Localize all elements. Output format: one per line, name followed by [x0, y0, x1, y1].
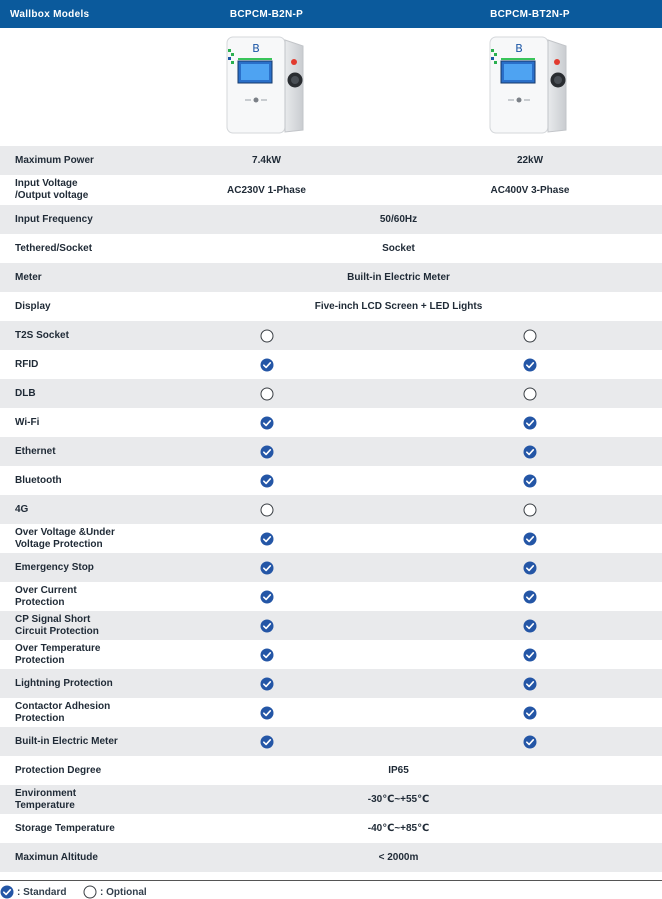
spec-value-model-1: 7.4kW: [135, 146, 398, 175]
header-row: [0, 0, 662, 28]
empty-circle-icon: [83, 885, 97, 899]
spec-availability-model-1: [135, 437, 398, 466]
spec-row-over-voltage-under-voltage-protection: [0, 524, 662, 553]
product-image-cell-2: [398, 28, 662, 146]
spec-label: Storage Temperature: [0, 814, 135, 843]
check-circle-icon: [523, 736, 537, 747]
charger-image-1: [221, 34, 313, 141]
check-circle-icon: [523, 591, 537, 602]
spec-label: Display: [0, 292, 135, 321]
spec-row-emergency-stop: [0, 553, 662, 582]
spec-availability-model-2: [398, 669, 662, 698]
header-model-2: BCPCM-BT2N-P: [398, 0, 662, 28]
spec-label: CP Signal Short Circuit Protection: [0, 611, 135, 640]
spec-value-model-2: AC400V 3-Phase: [398, 175, 662, 205]
spec-label: Ethernet: [0, 437, 135, 466]
spec-row-built-in-electric-meter: [0, 727, 662, 756]
check-circle-icon: [260, 620, 274, 631]
spec-availability-model-2: [398, 611, 662, 640]
legend: [0, 880, 662, 899]
spec-availability-model-1: [135, 553, 398, 582]
spec-value: -30℃~+55℃: [135, 785, 662, 814]
check-circle-icon: [523, 649, 537, 660]
spec-availability-model-2: [398, 437, 662, 466]
check-circle-icon: [260, 736, 274, 747]
spec-row-input-frequency: [0, 205, 662, 234]
spec-label: DLB: [0, 379, 135, 408]
legend-standard-label: : Standard: [17, 886, 67, 898]
spec-value: IP65: [135, 756, 662, 785]
check-circle-icon: [260, 591, 274, 602]
check-circle-icon: [260, 562, 274, 573]
spec-label: Over Current Protection: [0, 582, 135, 611]
spec-row-wi-fi: [0, 408, 662, 437]
spec-availability-model-2: [398, 698, 662, 727]
spec-availability-model-1: [135, 698, 398, 727]
check-circle-icon: [260, 475, 274, 486]
legend-optional-label: : Optional: [100, 886, 147, 898]
spec-row-lightning-protection: [0, 669, 662, 698]
check-circle-icon: [260, 417, 274, 428]
empty-circle-icon: [523, 504, 537, 515]
spec-row-maximun-altitude: [0, 843, 662, 872]
legend-standard: [0, 885, 66, 899]
check-circle-icon: [523, 446, 537, 457]
spec-row-maximum-power: [0, 146, 662, 175]
check-circle-icon: [523, 475, 537, 486]
spec-label: Environment Temperature: [0, 785, 135, 814]
spec-availability-model-2: [398, 466, 662, 495]
spec-row-ethernet: [0, 437, 662, 466]
spec-label: Over Temperature Protection: [0, 640, 135, 669]
spec-availability-model-2: [398, 408, 662, 437]
spec-label: Maximum Power: [0, 146, 135, 175]
charger-image-2: [484, 34, 576, 141]
check-circle-icon: [0, 885, 14, 899]
spec-label: Contactor Adhesion Protection: [0, 698, 135, 727]
spec-label: Input Voltage /Output voltage: [0, 175, 135, 205]
spec-value-model-1: AC230V 1-Phase: [135, 175, 398, 205]
spec-label: RFID: [0, 350, 135, 379]
spec-label: Built-in Electric Meter: [0, 727, 135, 756]
spec-value-model-2: 22kW: [398, 146, 662, 175]
svg-text:B: B: [515, 41, 523, 55]
spec-value: Built-in Electric Meter: [135, 263, 662, 292]
spec-availability-model-1: [135, 379, 398, 408]
spec-label: Emergency Stop: [0, 553, 135, 582]
spec-row-cp-signal-short-circuit-protection: [0, 611, 662, 640]
spec-availability-model-2: [398, 524, 662, 553]
spec-row-over-temperature-protection: [0, 640, 662, 669]
product-image-row: [0, 28, 662, 146]
check-circle-icon: [523, 359, 537, 370]
check-circle-icon: [523, 707, 537, 718]
spec-availability-model-1: [135, 495, 398, 524]
spec-label: Protection Degree: [0, 756, 135, 785]
spec-row-meter: [0, 263, 662, 292]
empty-circle-icon: [260, 330, 274, 341]
spec-row-4g: [0, 495, 662, 524]
header-wallbox-models: Wallbox Models: [0, 0, 135, 28]
check-circle-icon: [523, 562, 537, 573]
check-circle-icon: [260, 533, 274, 544]
spec-label: Meter: [0, 263, 135, 292]
check-circle-icon: [523, 678, 537, 689]
spec-row-input-voltage-output-voltage: [0, 175, 662, 205]
spec-label: Wi-Fi: [0, 408, 135, 437]
check-circle-icon: [523, 417, 537, 428]
spec-label: Lightning Protection: [0, 669, 135, 698]
spec-label: Input Frequency: [0, 205, 135, 234]
spec-value: -40℃~+85℃: [135, 814, 662, 843]
spec-availability-model-1: [135, 582, 398, 611]
spec-availability-model-2: [398, 495, 662, 524]
spec-availability-model-1: [135, 640, 398, 669]
spec-availability-model-2: [398, 321, 662, 350]
check-circle-icon: [260, 359, 274, 370]
spec-row-contactor-adhesion-protection: [0, 698, 662, 727]
check-circle-icon: [260, 707, 274, 718]
check-circle-icon: [260, 649, 274, 660]
check-circle-icon: [523, 533, 537, 544]
spec-row-bluetooth: [0, 466, 662, 495]
spec-label: Over Voltage &Under Voltage Protection: [0, 524, 135, 553]
spec-row-tethered-socket: [0, 234, 662, 263]
legend-optional: [83, 885, 147, 899]
spec-availability-model-1: [135, 350, 398, 379]
spec-availability-model-2: [398, 350, 662, 379]
empty-circle-icon: [523, 330, 537, 341]
spec-row-dlb: [0, 379, 662, 408]
spec-availability-model-2: [398, 640, 662, 669]
spec-label: Maximun Altitude: [0, 843, 135, 872]
empty-circle-icon: [523, 388, 537, 399]
spec-row-environment-temperature: [0, 785, 662, 814]
check-circle-icon: [523, 620, 537, 631]
check-circle-icon: [260, 446, 274, 457]
spec-availability-model-2: [398, 582, 662, 611]
product-image-cell-1: [135, 28, 398, 146]
spec-availability-model-2: [398, 727, 662, 756]
spec-row-display: [0, 292, 662, 321]
spec-availability-model-1: [135, 466, 398, 495]
spec-value: 50/60Hz: [135, 205, 662, 234]
spec-availability-model-1: [135, 408, 398, 437]
check-circle-icon: [260, 678, 274, 689]
spec-availability-model-1: [135, 524, 398, 553]
spec-availability-model-1: [135, 669, 398, 698]
spec-availability-model-2: [398, 553, 662, 582]
spec-row-over-current-protection: [0, 582, 662, 611]
spec-availability-model-1: [135, 727, 398, 756]
spec-availability-model-1: [135, 611, 398, 640]
spec-value: Five-inch LCD Screen + LED Lights: [135, 292, 662, 321]
empty-circle-icon: [260, 504, 274, 515]
spec-label: Tethered/Socket: [0, 234, 135, 263]
spec-label: T2S Socket: [0, 321, 135, 350]
spec-value: Socket: [135, 234, 662, 263]
empty-circle-icon: [260, 388, 274, 399]
svg-text:B: B: [251, 41, 260, 55]
image-blank-cell: [0, 28, 135, 146]
spec-label: 4G: [0, 495, 135, 524]
spec-row-storage-temperature: [0, 814, 662, 843]
spec-availability-model-2: [398, 379, 662, 408]
spec-row-t2s-socket: [0, 321, 662, 350]
spec-value: < 2000m: [135, 843, 662, 872]
spec-row-rfid: [0, 350, 662, 379]
spec-row-protection-degree: [0, 756, 662, 785]
spec-label: Bluetooth: [0, 466, 135, 495]
header-model-1: BCPCM-B2N-P: [135, 0, 398, 28]
spec-availability-model-1: [135, 321, 398, 350]
